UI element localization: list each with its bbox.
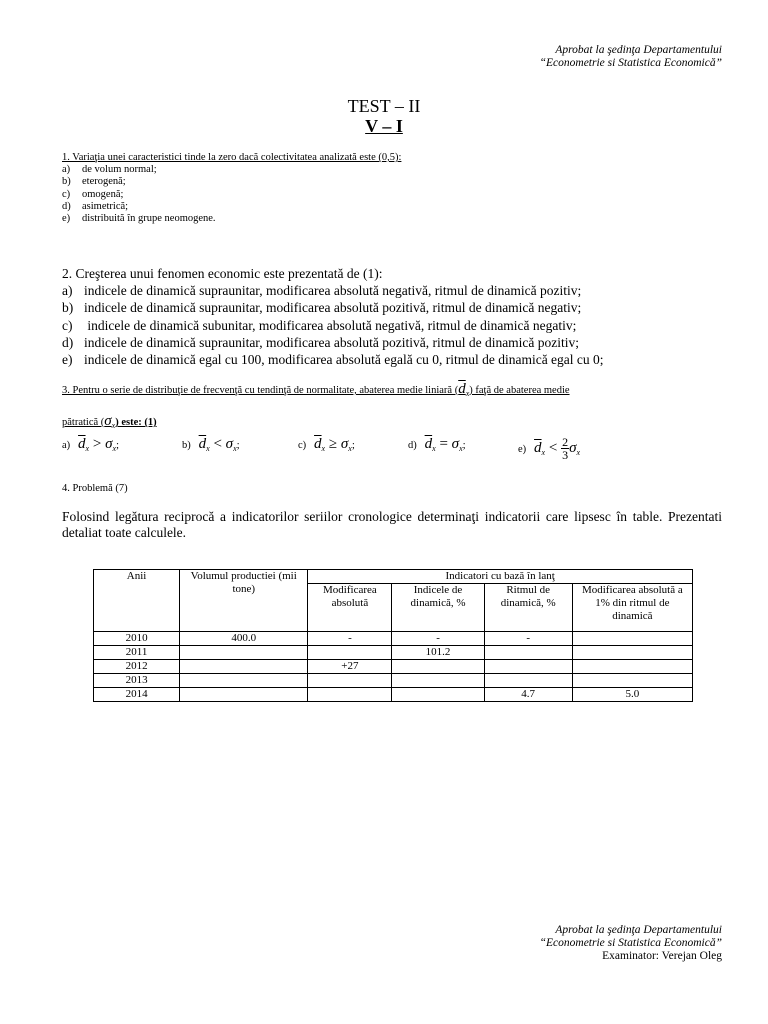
question-3-option (408, 436, 466, 453)
table-cell (392, 660, 484, 674)
question-3-text-d: ) este: (1) (115, 417, 157, 428)
variant-title: V – I (365, 116, 403, 136)
option-letter: c) (62, 188, 71, 200)
table-cell: 101.2 (392, 646, 484, 660)
table-cell: 2010 (94, 632, 180, 646)
table-cell (484, 660, 572, 674)
header-chain-indicators: Indicatori cu bază în lanţ (308, 570, 693, 584)
question-2-option (62, 317, 604, 334)
table-cell (572, 660, 692, 674)
table-row (94, 688, 693, 702)
question-2-text: 2. Creşterea unui fenomen economic este prezentată de (1): (62, 266, 383, 281)
formula: $\overline{d}_x = \sigma_x$ (424, 436, 463, 453)
question-1-text: 1. Variaţia unei caracteristici tinde la zero dacă colectivitatea analizată este (0,5): (62, 152, 402, 163)
formula: $\overline{d}_x > \sigma_x$ (78, 436, 117, 453)
table-cell (392, 674, 484, 688)
table-cell: 400.0 (180, 632, 308, 646)
question-1 (62, 152, 401, 225)
table-cell: - (392, 632, 484, 646)
header-line-2: “Econometrie si Statistica Economică” (539, 57, 722, 69)
option-letter: e) (62, 352, 73, 368)
question-4-text: Folosind legătura reciprocă a indicatorilor seriilor cronologice determinaţi indicatorii care lipsesc în table. Prezentati detaliat toate calculele. (62, 509, 722, 540)
footer-line-1: Aprobat la şedinţa Departamentului (555, 924, 722, 936)
header-approval (540, 44, 722, 70)
question-2-option (62, 282, 604, 299)
table-cell (180, 674, 308, 688)
header-dyn-index: Indicele de dinamică, % (392, 584, 484, 632)
option-letter: b) (62, 300, 74, 316)
question-3-option (298, 436, 355, 453)
table-cell: 2013 (94, 674, 180, 688)
option-text: de volum normal; (82, 164, 157, 176)
table-row (94, 632, 693, 646)
table-cell (484, 674, 572, 688)
table-row (94, 674, 693, 688)
option-text: indicele de dinamică egal cu 100, modificarea absolută egală cu 0, ritmul de dinamică egal cu 0; (84, 352, 604, 368)
table-cell: +27 (308, 660, 392, 674)
formula: $\overline{d}_x \ge \sigma_x$ (314, 436, 352, 453)
option-text: distribuită în grupe neomogene. (82, 213, 216, 225)
test-title: TEST – II (347, 96, 421, 116)
operator: < (548, 439, 558, 456)
footer-examiner: Examinator: Verejan Oleg (602, 950, 722, 962)
question-3-options (62, 436, 722, 464)
option-letter: a) (62, 440, 71, 451)
question-3-text-b: ) faţă de abaterea medie (469, 385, 570, 396)
table-body (94, 632, 693, 702)
option-text: indicele de dinamică supraunitar, modificarea absolută pozitivă, ritmul de dinamică pozitiv; (84, 334, 580, 350)
option-letter: d) (62, 200, 71, 212)
table-cell: 2012 (94, 660, 180, 674)
table-cell (572, 632, 692, 646)
sigma-symbol: $\sigma_x$ (104, 413, 116, 430)
table-cell (308, 688, 392, 702)
table-cell (392, 688, 484, 702)
option-text: indicele de dinamică supraunitar, modificarea absolută pozitivă, ritmul de dinamică negativ; (84, 300, 582, 316)
option-letter: b) (182, 440, 191, 451)
option-letter: d) (408, 440, 417, 451)
option-letter: c) (62, 317, 73, 333)
question-3-line-1 (62, 380, 722, 403)
table-cell: - (308, 632, 392, 646)
option-letter: b) (62, 176, 71, 188)
table-cell: 2014 (94, 688, 180, 702)
footer (540, 924, 722, 963)
question-3 (62, 380, 722, 434)
operator: < (213, 436, 222, 452)
question-3-option (182, 436, 240, 453)
table-cell: 4.7 (484, 688, 572, 702)
end-mark: ; (351, 439, 355, 451)
option-text: eterogenă; (82, 176, 126, 188)
question-3-text-c: pătratică ( (62, 417, 105, 428)
question-1-option (62, 201, 401, 213)
option-letter: a) (62, 283, 73, 299)
question-2-option (62, 351, 604, 368)
option-letter: e) (518, 443, 527, 455)
footer-line-2: “Econometrie si Statistica Economică” (539, 937, 722, 949)
table-cell (308, 646, 392, 660)
header-dyn-rate: Ritmul de dinamică, % (484, 584, 572, 632)
table-cell: 2011 (94, 646, 180, 660)
table-cell (572, 674, 692, 688)
table-cell (572, 646, 692, 660)
table-header-row-1 (94, 570, 693, 584)
question-3-option (518, 436, 580, 461)
question-1-option (62, 189, 401, 201)
option-letter: e) (62, 213, 71, 225)
option-text: omogenă; (82, 188, 124, 200)
question-2-option (62, 299, 604, 316)
table-cell: 5.0 (572, 688, 692, 702)
question-2-option (62, 334, 604, 351)
question-1-option (62, 213, 401, 225)
option-letter: a) (62, 164, 71, 176)
question-4-heading: 4. Problemă (7) (62, 483, 128, 494)
data-table (93, 569, 693, 702)
table-cell (180, 688, 308, 702)
formula: $\overline{d}_x < \sigma_x$ (198, 436, 237, 453)
table-row (94, 660, 693, 674)
table-cell (180, 646, 308, 660)
question-1-option (62, 164, 401, 176)
fraction: $\frac{2}{3}$ (562, 435, 569, 462)
question-2-options (62, 282, 604, 368)
option-text: indicele de dinamică subunitar, modificarea absolută negativă, ritmul de dinamică negativ; (84, 317, 577, 333)
operator: > (92, 436, 102, 452)
header-volume: Volumul productiei (mii tone) (180, 570, 308, 632)
header-abs-1pct: Modificarea absolută a 1% din ritmul de dinamică (572, 584, 692, 632)
table-cell (484, 646, 572, 660)
header-line-1: Aprobat la şedinţa Departamentului (555, 44, 722, 56)
header-years: Anii (94, 570, 180, 632)
formula: $\overline{d}_x$ < $\frac{2}{3}$ $\sigma_x$ (534, 435, 581, 462)
header-abs-change: Modificarea absolută (308, 584, 392, 632)
option-text: asimetrică; (82, 200, 129, 212)
table-cell (308, 674, 392, 688)
table-cell (180, 660, 308, 674)
end-mark: ; (462, 439, 466, 451)
question-3-option (62, 436, 119, 453)
operator: ≥ (328, 436, 338, 452)
table-row (94, 646, 693, 660)
end-mark: ; (236, 439, 240, 451)
d-bar-symbol: $d_x$ (458, 381, 470, 398)
operator: = (439, 436, 448, 452)
question-2 (62, 265, 604, 368)
question-3-text-a: 3. Pentru o serie de distribuţie de frecvenţă cu tendinţă de normalitate, abaterea medie liniară ( (62, 385, 459, 396)
question-3-line-2 (62, 413, 722, 434)
option-letter: c) (298, 440, 307, 451)
question-1-options (62, 164, 401, 225)
question-1-option (62, 176, 401, 188)
end-mark: ; (116, 439, 120, 451)
table-cell: - (484, 632, 572, 646)
option-letter: d) (62, 334, 74, 350)
option-text: indicele de dinamică supraunitar, modificarea absolută negativă, ritmul de dinamică pozitiv; (84, 283, 582, 299)
